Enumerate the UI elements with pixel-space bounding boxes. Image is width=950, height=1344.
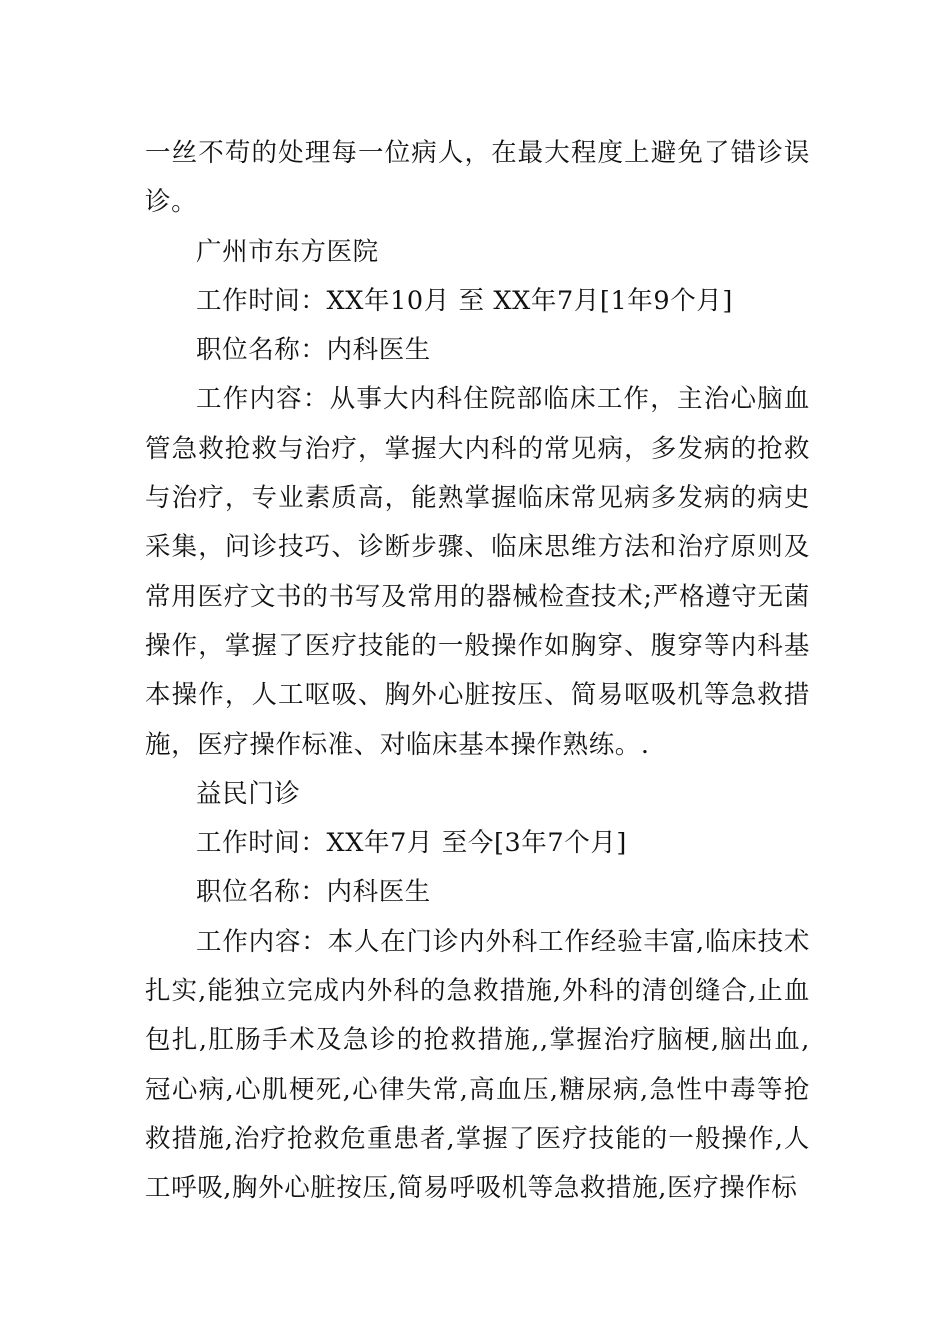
employer-name: 广州市东方医院 xyxy=(196,236,379,267)
document-page xyxy=(145,129,810,1214)
job-description: 工作内容：本人在门诊内外科工作经验丰富,临床技术扎实,能独立完成内外科的急救措施,外科的清创缝合,止血包扎,肛肠手术及急诊的抢救措施,,掌握治疗脑梗,脑出血,冠心病,心肌梗死,心律失常,高血压,糖尿病,急性中毒等抢救措施,治疗抢救危重患者,掌握了医疗技能的一般操作,人工呼吸,胸外心脏按压,简易呼吸机等急救措施,医疗操作标 xyxy=(145,926,810,1204)
employer-name: 益民门诊 xyxy=(196,778,301,809)
work-period: 工作时间：XX年10月 至 XX年7月[1年9个月] xyxy=(196,285,733,316)
work-period: 工作时间：XX年7月 至今[3年7个月] xyxy=(196,828,627,859)
paragraph-continuation: 一丝不苟的处理每一位病人，在最大程度上避免了错诊误诊。 xyxy=(145,138,810,218)
job-description: 工作内容：从事大内科住院部临床工作，主治心脑血管急救抢救与治疗，掌握大内科的常见病，多发病的抢救与治疗，专业素质高，能熟掌握临床常见病多发病的病史采集，问诊技巧、诊断步骤、临床思维方法和治疗原则及常用医疗文书的书写及常用的器械检查技术;严格遵守无菌操作，掌握了医疗技能的一般操作如胸穿、腹穿等内科基本操作，人工呕吸、胸外心脏按压、简易呕吸机等急救措施，医疗操作标准、对临床基本操作熟练。. xyxy=(145,384,810,760)
job-title: 职位名称：内科医生 xyxy=(196,877,431,908)
job-title: 职位名称：内科医生 xyxy=(196,335,431,366)
